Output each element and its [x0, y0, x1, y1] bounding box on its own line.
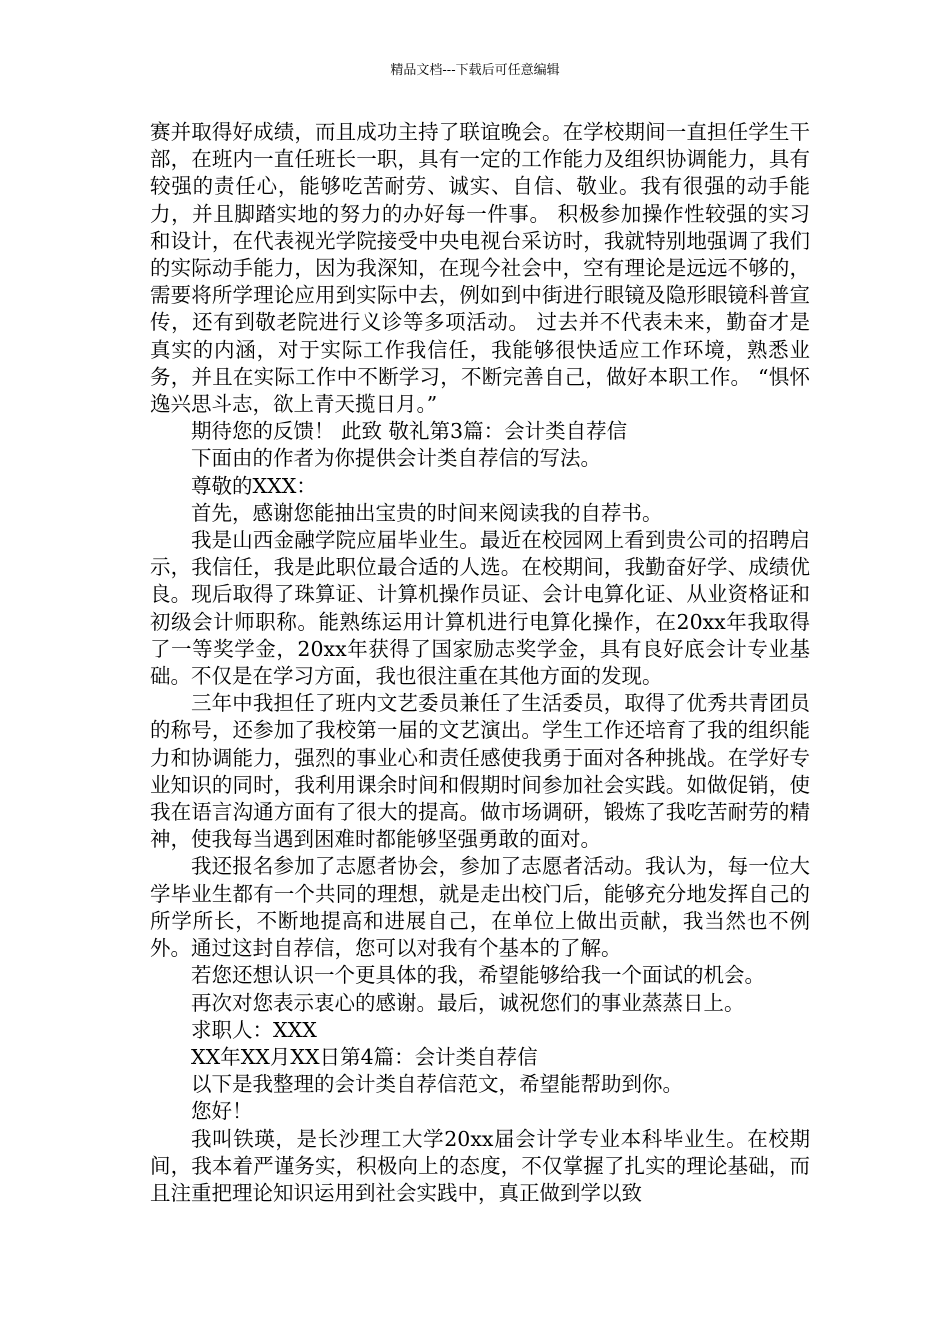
paragraph-thanks: 首先，感谢您能抽出宝贵的时间来阅读我的自荐书。 [191, 500, 663, 525]
paragraph-volunteer: 我还报名参加了志愿者协会，参加了志愿者活动。我认为，每一位大学毕业生都有一个共同的理想，就是走出校门后，能够充分地发挥自己的所学所长，不断地提高和进展自己，在单位上做出贡献，我当然也不例外。通过这封自荐信，您可以对我有个基本的了解。 [150, 854, 810, 961]
paragraph-self-introduction: 我叫铁瑛，是长沙理工大学20xx届会计学专业本科毕业生。在校期间，我本着严谨务实，积极向上的态度，不仅掌握了扎实的理论基础，而且注重把理论知识运用到社会实践中，真正做到学以致 [150, 1126, 810, 1205]
paragraph-interview-request: 若您还想认识一个更具体的我，希望能够给我一个面试的机会。 [191, 963, 765, 988]
paragraph-education: 我是山西金融学院应届毕业生。最近在校园网上看到贵公司的招聘启示，我信任，我是此职位最合适的人选。在校期间，我勤奋好学、成绩优良。现后取得了珠算证、计算机操作员证、会计电算化证、从业资格证和初级会计师职称。能熟练运用计算机进行电算化操作，在20xx年我取得了一等奖学金，20xx年获得了国家励志奖学金，具有良好底会计专业基础。不仅是在学习方面，我也很注重在其他方面的发现。 [150, 528, 810, 689]
document-body [150, 119, 810, 1207]
paragraph-greeting: 您好！ [191, 1099, 253, 1124]
paragraph-salutation: 尊敬的XXX： [191, 473, 317, 498]
page-header: 精品文档---下载后可任意编辑 [390, 63, 560, 78]
paragraph-date-heading-4: XX年XX月XX日第4篇：会计类自荐信 [191, 1044, 538, 1069]
paragraph-intro-continuation: 赛并取得好成绩，而且成功主持了联谊晚会。在学校期间一直担任学生干部，在班内一直任班长一职，具有一定的工作能力及组织协调能力，具有较强的责任心，能够吃苦耐劳、诚实、自信、敬业。我有很强的动手能力，并且脚踏实地的努力的办好每一件事。 积极参加操作性较强的实习和设计，在代表视光学院接受中央电视台采访时，我就特别地强调了我们的实际动手能力，因为我深知，在现今社会中，空有理论是远远不够的，需要将所学理论应用到实际中去，例如到中街进行眼镜及隐形眼镜科普宣传，还有到敬老院进行义诊等多项活动。 过去并不代表未来，勤奋才是真实的内涵，对于实际工作我信任，我能够很快适应工作环境，熟悉业务，并且在实际工作中不断学习，不断完善自己，做好本职工作。 “惧怀逸兴思斗志，欲上青天揽日月。” [150, 120, 810, 417]
paragraph-closing-heading-3: 期待您的反馈！ 此致 敬礼第3篇：会计类自荐信 [191, 419, 628, 444]
paragraph-intro-3: 下面由的作者为你提供会计类自荐信的写法。 [191, 446, 601, 471]
paragraph-signature: 求职人：XXX [191, 1017, 317, 1042]
paragraph-regards: 再次对您表示衷心的感谢。最后，诚祝您们的事业蒸蒸日上。 [191, 990, 745, 1015]
paragraph-activities: 三年中我担任了班内文艺委员兼任了生活委员，取得了优秀共青团员的称号，还参加了我校第一届的文艺演出。学生工作还培育了我的组织能力和协调能力，强烈的事业心和责任感使我勇于面对各种挑战。在学好专业知识的同时，我利用课余时间和假期时间参加社会实践。如做促销，使我在语言沟通方面有了很大的提高。做市场调研，锻炼了我吃苦耐劳的精神，使我每当遇到困难时都能够坚强勇敢的面对。 [150, 691, 810, 852]
paragraph-intro-4: 以下是我整理的会计类自荐信范文，希望能帮助到你。 [191, 1072, 683, 1097]
